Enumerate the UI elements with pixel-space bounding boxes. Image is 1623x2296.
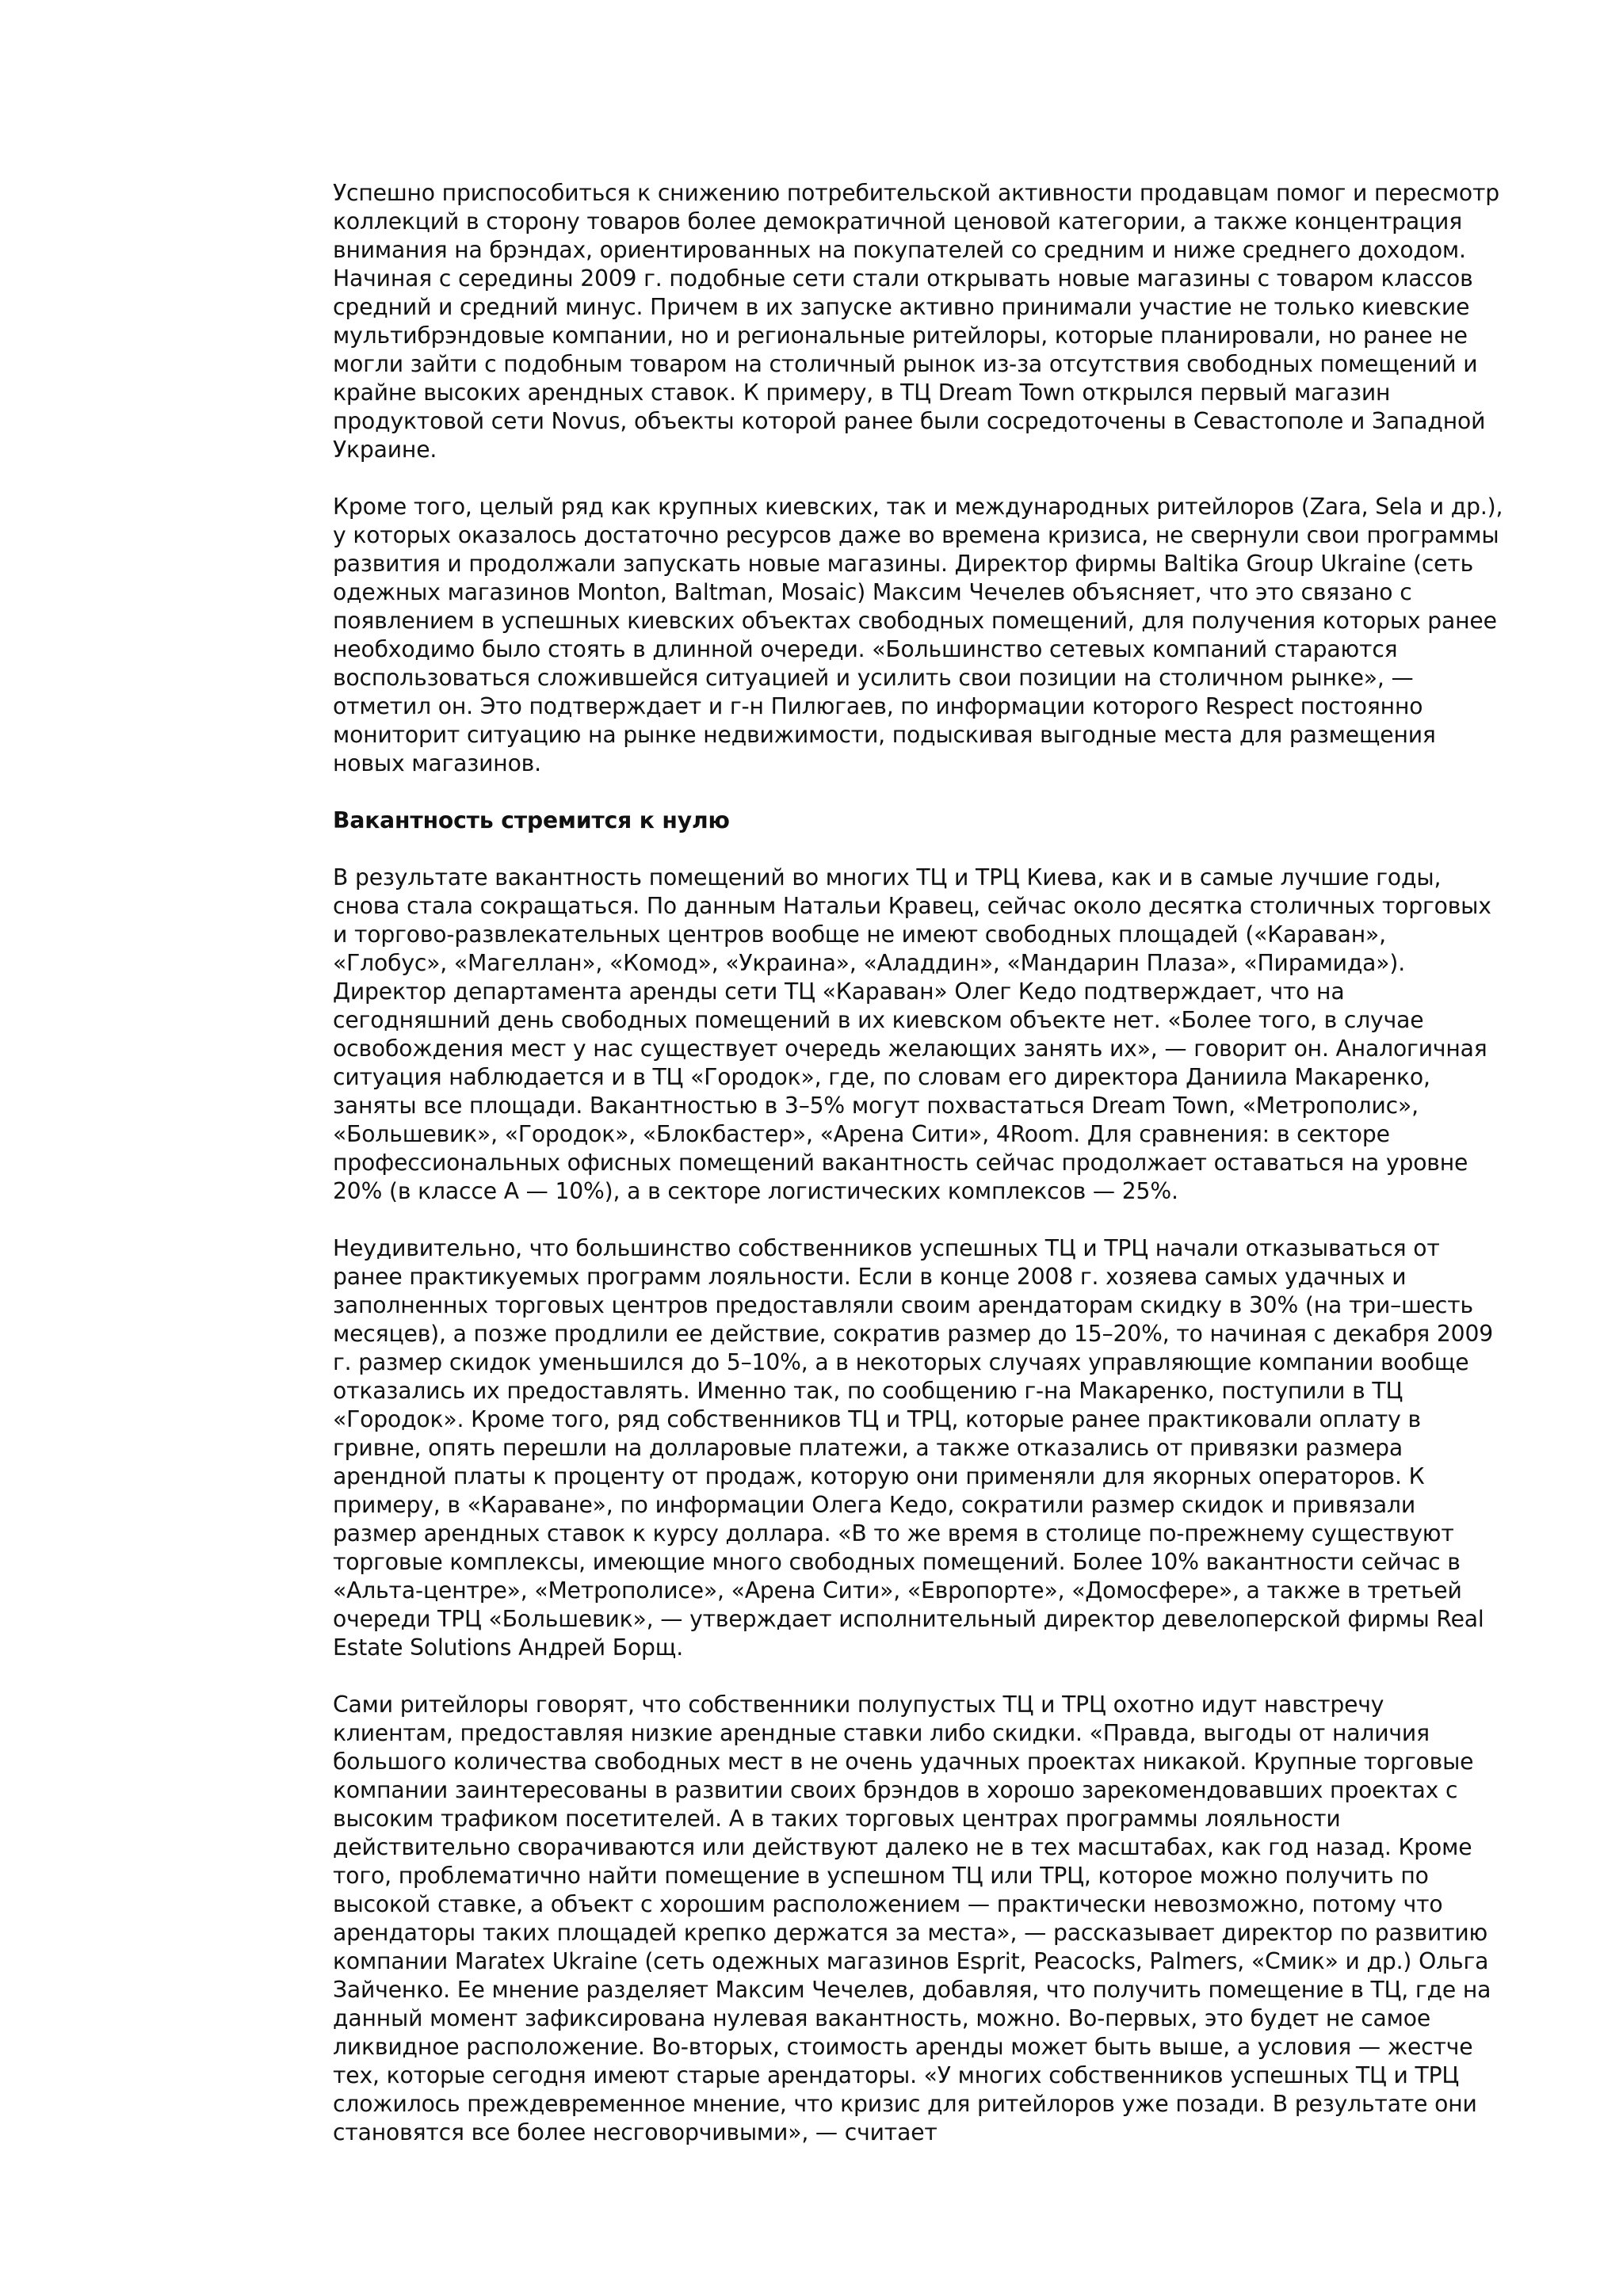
section-heading: Вакантность стремится к нулю: [333, 807, 730, 833]
paragraph-retailer-opinions: Сами ритейлоры говорят, что собственники полупустых ТЦ и ТРЦ охотно идут навстречу клиентам, предоставляя низкие арендные ставки либо скидки. «Правда, выгоды от наличия большого количества свободных мест в не очень удачных проектах никакой. Крупные торговые компании заинтересованы в развитии своих брэндов в хорошо зарекомендовавших проектах с высоким трафиком посетителей. А в таких торговых центрах программы лояльности действительно сворачиваются или действуют далеко не в тех масштабах, как год назад. Кроме того, проблематично найти помещение в успешном ТЦ или ТРЦ, которое можно получить по высокой ставке, а объект с хорошим расположением — практически невозможно, потому что арендаторы таких площадей крепко держатся за места», — рассказывает директор по развитию компании Maratex Ukraine (сеть одежных магазинов Esprit, Peacocks, Palmers, «Смик» и др.) Ольга Зайченко. Ее мнение разделяет Максим Чечелев, добавляя, что получить помещение в ТЦ, где на данный момент зафиксирована нулевая вакантность, можно. Во-первых, это будет не самое ликвидное расположение. Во-вторых, стоимость аренды может быть выше, а условия — жестче тех, которые сегодня имеют старые арендаторы. «У многих собственников успешных ТЦ и ТРЦ сложилось преждевременное мнение, что кризис для ритейлоров уже позади. В результате они становятся все более несговорчивыми», — считает: [333, 1691, 1491, 2145]
article-page: [333, 179, 1506, 2176]
paragraph-loyalty-programs: Неудивительно, что большинство собственников успешных ТЦ и ТРЦ начали отказываться от ранее практикуемых программ лояльности. Если в конце 2008 г. хозяева самых удачных и заполненных торговых центров предоставляли своим арендаторам скидку в 30% (на три–шесть месяцев), а позже продлили ее действие, сократив размер до 15–20%, то начиная с декабря 2009 г. размер скидок уменьшился до 5–10%, а в некоторых случаях управляющие компании вообще отказались их предоставлять. Именно так, по сообщению г-на Макаренко, поступили в ТЦ «Городок». Кроме того, ряд собственников ТЦ и ТРЦ, которые ранее практиковали оплату в гривне, опять перешли на долларовые платежи, а также отказались от привязки размера арендной платы к проценту от продаж, которую они применяли для якорных операторов. К примеру, в «Караване», по информации Олега Кедо, сократили размер скидок и привязали размер арендных ставок к курсу доллара. «В то же время в столице по-прежнему существуют торговые комплексы, имеющие много свободных помещений. Более 10% вакантности сейчас в «Альта-центре», «Метрополисе», «Арена Сити», «Европорте», «Домосфере», а также в третьей очереди ТРЦ «Большевик», — утверждает исполнительный директор девелоперской фирмы Real Estate Solutions Андрей Борщ.: [333, 1235, 1494, 1661]
paragraph-retailer-expansion: Кроме того, целый ряд как крупных киевских, так и международных ритейлоров (Zara, Sela и др.), у которых оказалось достаточно ресурсов даже во времена кризиса, не свернули свои программы развития и продолжали запускать новые магазины. Директор фирмы Baltika Group Ukraine (сеть одежных магазинов Monton, Baltman, Mosaic) Максим Чечелев объясняет, что это связано с появлением в успешных киевских объектах свободных помещений, для получения которых ранее необходимо было стоять в длинной очереди. «Большинство сетевых компаний стараются воспользоваться сложившейся ситуацией и усилить свои позиции на столичном рынке», — отметил он. Это подтверждает и г-н Пилюгаев, по информации которого Respect постоянно мониторит ситуацию на рынке недвижимости, подыскивая выгодные места для размещения новых магазинов.: [333, 494, 1503, 776]
paragraph-vacancy-decline: В результате вакантность помещений во многих ТЦ и ТРЦ Киева, как и в самые лучшие годы, снова стала сокращаться. По данным Натальи Кравец, сейчас около десятка столичных торговых и торгово-развлекательных центров вообще не имеют свободных площадей («Караван», «Глобус», «Магеллан», «Комод», «Украина», «Аладдин», «Мандарин Плаза», «Пирамида»). Директор департамента аренды сети ТЦ «Караван» Олег Кедо подтверждает, что на сегодняшний день свободных помещений в их киевском объекте нет. «Более того, в случае освобождения мест у нас существует очередь желающих занять их», — говорит он. Аналогичная ситуация наблюдается и в ТЦ «Городок», где, по словам его директора Даниила Макаренко, заняты все площади. Вакантностью в 3–5% могут похвастаться Dream Town, «Метрополис», «Большевик», «Городок», «Блокбастер», «Арена Сити», 4Room. Для сравнения: в секторе профессиональных офисных помещений вакантность сейчас продолжает оставаться на уровне 20% (в классе А — 10%), а в секторе логистических комплексов — 25%.: [333, 864, 1491, 1204]
paragraph-retail-adaptation: Успешно приспособиться к снижению потребительской активности продавцам помог и пересмотр коллекций в сторону товаров более демократичной ценовой категории, а также концентрация внимания на брэндах, ориентированных на покупателей со средним и ниже среднего доходом. Начиная с середины 2009 г. подобные сети стали открывать новые магазины с товаром классов средний и средний минус. Причем в их запуске активно принимали участие не только киевские мультибрэндовые компании, но и региональные ритейлоры, которые планировали, но ранее не могли зайти с подобным товаром на столичный рынок из-за отсутствия свободных помещений и крайне высоких арендных ставок. К примеру, в ТЦ Dream Town открылся первый магазин продуктовой сети Novus, объекты которой ранее были сосредоточены в Севастополе и Западной Украине.: [333, 180, 1499, 463]
